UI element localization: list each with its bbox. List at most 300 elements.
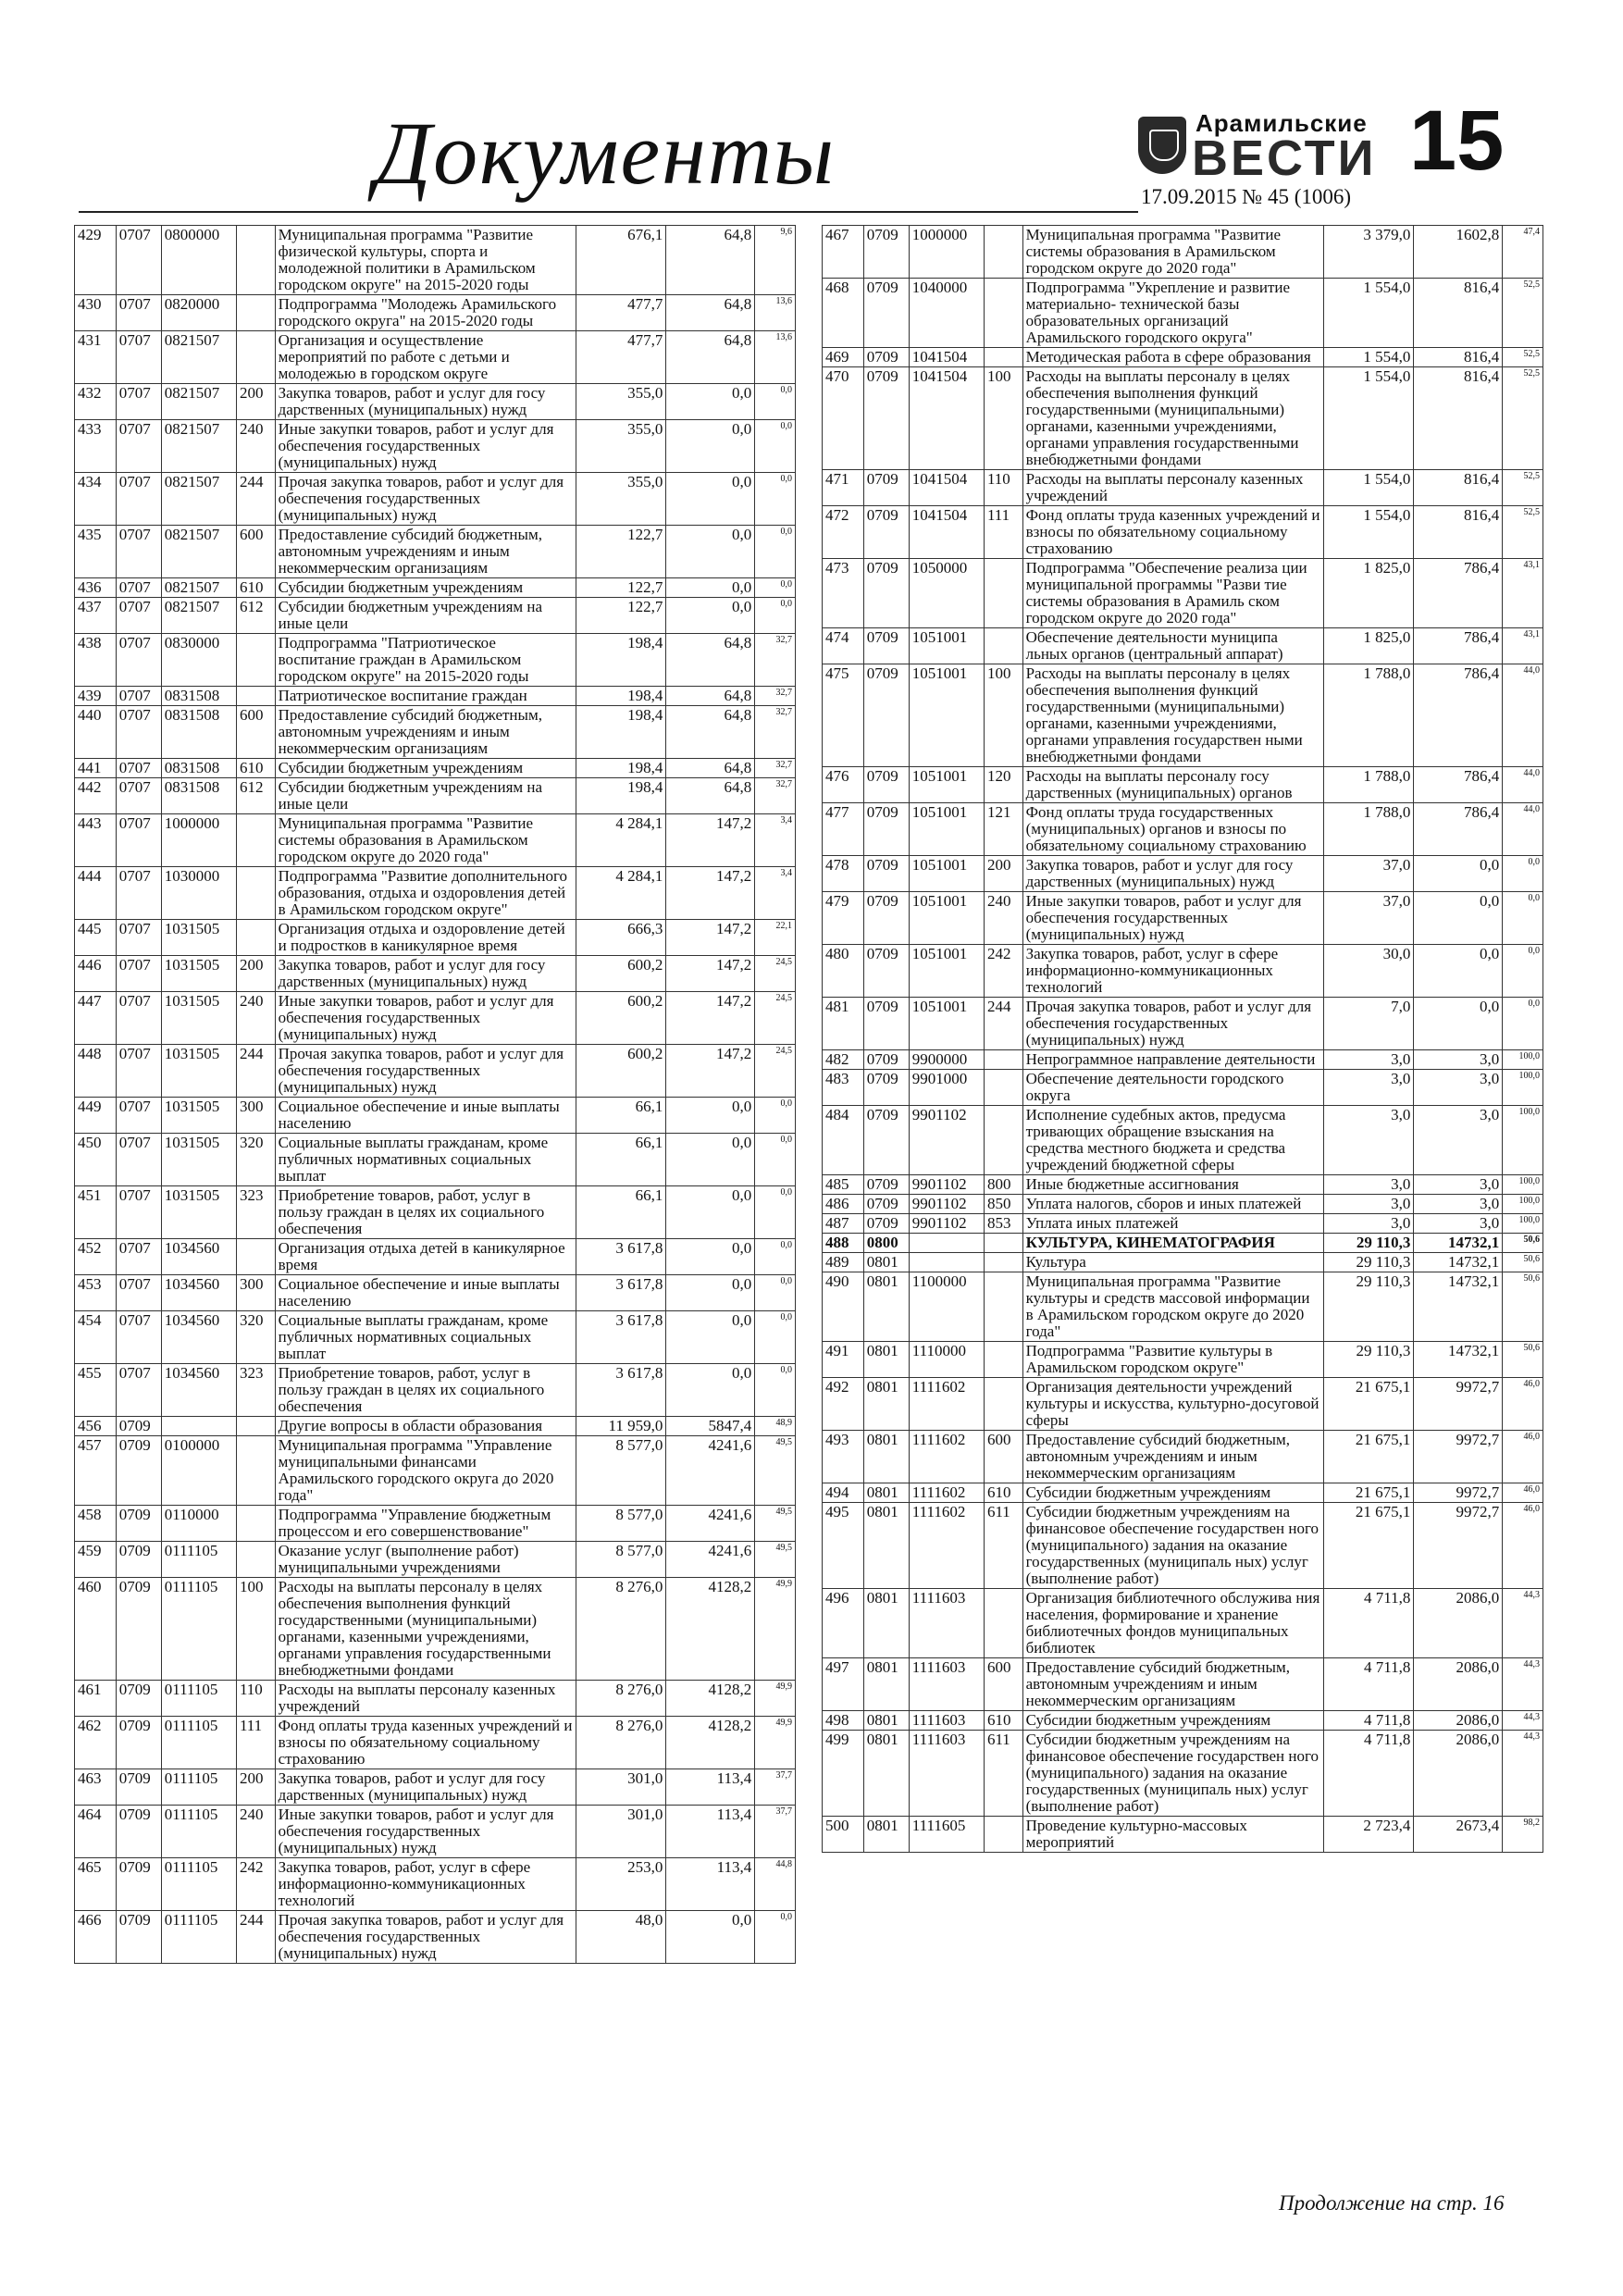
planned-amount: 4 711,8: [1323, 1731, 1414, 1817]
section-code: 0801: [863, 1378, 909, 1431]
item-name: Иные закупки товаров, работ и услуг для обеспечения государственных (муниципальных) нужд: [1022, 892, 1323, 945]
table-row: [75, 526, 796, 578]
expense-type: 111: [984, 506, 1022, 559]
row-number: 500: [823, 1817, 864, 1853]
item-name: Организация деятельности учреждений культуры и искусства, культурно-досуговой сферы: [1022, 1378, 1323, 1431]
target-article: 0820000: [161, 295, 236, 331]
target-article: 1000000: [909, 226, 984, 279]
item-name: Организация отдыха детей в каникулярное время: [275, 1239, 576, 1275]
execution-percent: 0,0: [755, 578, 796, 598]
execution-percent: 13,6: [755, 331, 796, 384]
row-number: 445: [75, 920, 117, 956]
expense-type: [984, 1253, 1022, 1272]
expense-type: 600: [236, 526, 275, 578]
executed-amount: 147,2: [666, 867, 755, 920]
item-name: Муниципальная программа "Управление муниципальными финансами Арамильского городского округа до 2020 года": [275, 1436, 576, 1506]
item-name: КУЛЬТУРА, КИНЕМАТОГРАФИЯ: [1022, 1234, 1323, 1253]
target-article: 9900000: [909, 1050, 984, 1070]
executed-amount: 0,0: [1414, 856, 1503, 892]
item-name: Культура: [1022, 1253, 1323, 1272]
row-number: 482: [823, 1050, 864, 1070]
execution-percent: 0,0: [1503, 892, 1543, 945]
section-code: 0709: [863, 470, 909, 506]
target-article: 1034560: [161, 1364, 236, 1417]
execution-percent: 0,0: [755, 1098, 796, 1134]
table-row: [75, 1911, 796, 1964]
target-article: 1031505: [161, 1045, 236, 1098]
expense-type: [236, 1542, 275, 1578]
row-number: 471: [823, 470, 864, 506]
executed-amount: 64,8: [666, 687, 755, 706]
item-name: Прочая закупка товаров, работ и услуг для обеспечения государственных (муниципальных) нужд: [1022, 998, 1323, 1050]
row-number: 461: [75, 1681, 117, 1717]
section-code: 0801: [863, 1253, 909, 1272]
planned-amount: 3 617,8: [576, 1364, 666, 1417]
row-number: 444: [75, 867, 117, 920]
planned-amount: 29 110,3: [1323, 1342, 1414, 1378]
execution-percent: 46,0: [1503, 1378, 1543, 1431]
execution-percent: 0,0: [755, 1275, 796, 1311]
planned-amount: 477,7: [576, 295, 666, 331]
budget-table-right: [822, 225, 1543, 1853]
planned-amount: 8 577,0: [576, 1506, 666, 1542]
left-table-body: [75, 226, 796, 1964]
expense-type: 240: [236, 420, 275, 473]
table-row: [75, 759, 796, 778]
target-article: 1111602: [909, 1483, 984, 1503]
item-name: Подпрограмма "Развитие дополнительного образования, отдыха и оздоровления детей в Арамильском городском округе": [275, 867, 576, 920]
target-article: 1051001: [909, 628, 984, 664]
expense-type: 323: [236, 1186, 275, 1239]
section-code: 0709: [863, 279, 909, 348]
execution-percent: 32,7: [755, 778, 796, 814]
executed-amount: 0,0: [666, 1364, 755, 1417]
item-name: Прочая закупка товаров, работ и услуг для обеспечения государственных (муниципальных) нужд: [275, 1911, 576, 1964]
item-name: Иные закупки товаров, работ и услуг для обеспечения государственных (муниципальных) нужд: [275, 1806, 576, 1858]
table-row: [75, 1806, 796, 1858]
section-code: 0709: [116, 1911, 161, 1964]
item-name: Обеспечение деятельности городского округа: [1022, 1070, 1323, 1106]
row-number: 449: [75, 1098, 117, 1134]
expense-type: 610: [984, 1483, 1022, 1503]
execution-percent: 100,0: [1503, 1175, 1543, 1195]
section-code: 0707: [116, 920, 161, 956]
table-row: [75, 1417, 796, 1436]
expense-type: 100: [984, 664, 1022, 767]
expense-type: [236, 867, 275, 920]
section-code: 0709: [863, 1050, 909, 1070]
item-name: Фонд оплаты труда казенных учреждений и взносы по обязательному социальному страхованию: [1022, 506, 1323, 559]
row-number: 495: [823, 1503, 864, 1589]
row-number: 439: [75, 687, 117, 706]
execution-percent: 0,0: [755, 1134, 796, 1186]
planned-amount: 8 276,0: [576, 1578, 666, 1681]
execution-percent: 0,0: [755, 526, 796, 578]
section-code: 0709: [116, 1436, 161, 1506]
item-name: Расходы на выплаты персоналу в целях обеспечения выполнения функций государственными (муниципальными) органами, казенными учреждениями, органами управления государственными внебюджетными фондами: [1022, 367, 1323, 470]
executed-amount: 786,4: [1414, 628, 1503, 664]
target-article: 1051001: [909, 945, 984, 998]
row-number: 473: [823, 559, 864, 628]
target-article: 0831508: [161, 687, 236, 706]
section-code: 0707: [116, 473, 161, 526]
table-row: [75, 956, 796, 992]
planned-amount: 676,1: [576, 226, 666, 295]
section-code: 0707: [116, 420, 161, 473]
item-name: Организация отдыха и оздоровление детей и подростков в каникулярное время: [275, 920, 576, 956]
item-name: Прочая закупка товаров, работ и услуг для обеспечения государственных (муниципальных) нужд: [275, 473, 576, 526]
row-number: 488: [823, 1234, 864, 1253]
execution-percent: 0,0: [755, 598, 796, 634]
execution-percent: 0,0: [1503, 998, 1543, 1050]
target-article: 0831508: [161, 778, 236, 814]
row-number: 479: [823, 892, 864, 945]
table-row: [823, 506, 1543, 559]
row-number: 455: [75, 1364, 117, 1417]
table-row: [75, 1717, 796, 1769]
target-article: 0111105: [161, 1806, 236, 1858]
planned-amount: 7,0: [1323, 998, 1414, 1050]
target-article: 1034560: [161, 1275, 236, 1311]
table-row: [75, 634, 796, 687]
table-row: [823, 803, 1543, 856]
expense-type: 320: [236, 1311, 275, 1364]
expense-type: 610: [984, 1711, 1022, 1731]
row-number: 474: [823, 628, 864, 664]
target-article: 1000000: [161, 814, 236, 867]
executed-amount: 0,0: [1414, 945, 1503, 998]
row-number: 451: [75, 1186, 117, 1239]
item-name: Субсидии бюджетным учреждениям: [1022, 1483, 1323, 1503]
planned-amount: 29 110,3: [1323, 1272, 1414, 1342]
section-code: 0801: [863, 1272, 909, 1342]
expense-type: 121: [984, 803, 1022, 856]
target-article: 1111603: [909, 1589, 984, 1658]
row-number: 489: [823, 1253, 864, 1272]
row-number: 448: [75, 1045, 117, 1098]
execution-percent: 52,5: [1503, 367, 1543, 470]
item-name: Закупка товаров, работ, услуг в сфере информационно-коммуникационных технологий: [1022, 945, 1323, 998]
target-article: 1111603: [909, 1658, 984, 1711]
execution-percent: 0,0: [755, 1364, 796, 1417]
target-article: 0831508: [161, 706, 236, 759]
execution-percent: 24,5: [755, 956, 796, 992]
expense-type: 800: [984, 1175, 1022, 1195]
target-article: 1041504: [909, 348, 984, 367]
target-article: 0111105: [161, 1769, 236, 1806]
target-article: 0821507: [161, 526, 236, 578]
executed-amount: 4241,6: [666, 1542, 755, 1578]
section-code: 0707: [116, 526, 161, 578]
item-name: Муниципальная программа "Развитие физической культуры, спорта и молодежной политики в Арамильском городском округе" на 2015-2020 годы: [275, 226, 576, 295]
executed-amount: 14732,1: [1414, 1272, 1503, 1342]
planned-amount: 66,1: [576, 1098, 666, 1134]
row-number: 494: [823, 1483, 864, 1503]
row-number: 452: [75, 1239, 117, 1275]
planned-amount: 8 577,0: [576, 1542, 666, 1578]
planned-amount: 8 276,0: [576, 1681, 666, 1717]
executed-amount: 9972,7: [1414, 1378, 1503, 1431]
expense-type: 120: [984, 767, 1022, 803]
target-article: 1034560: [161, 1239, 236, 1275]
page-number: 15: [1409, 93, 1505, 188]
executed-amount: 2086,0: [1414, 1658, 1503, 1711]
target-article: 1050000: [909, 559, 984, 628]
planned-amount: 198,4: [576, 778, 666, 814]
row-number: 450: [75, 1134, 117, 1186]
planned-amount: 477,7: [576, 331, 666, 384]
table-row: [75, 1506, 796, 1542]
target-article: 0821507: [161, 578, 236, 598]
executed-amount: 4241,6: [666, 1506, 755, 1542]
target-article: 0821507: [161, 384, 236, 420]
planned-amount: 3,0: [1323, 1214, 1414, 1234]
planned-amount: 198,4: [576, 687, 666, 706]
planned-amount: 1 554,0: [1323, 348, 1414, 367]
table-row: [823, 1234, 1543, 1253]
section-code: 0707: [116, 384, 161, 420]
planned-amount: 1 554,0: [1323, 506, 1414, 559]
expense-type: [236, 634, 275, 687]
row-number: 491: [823, 1342, 864, 1378]
execution-percent: 9,6: [755, 226, 796, 295]
execution-percent: 49,9: [755, 1717, 796, 1769]
section-code: 0709: [863, 664, 909, 767]
execution-percent: 98,2: [1503, 1817, 1543, 1853]
executed-amount: 816,4: [1414, 470, 1503, 506]
row-number: 466: [75, 1911, 117, 1964]
planned-amount: 3,0: [1323, 1175, 1414, 1195]
item-name: Иные закупки товаров, работ и услуг для обеспечения государственных (муниципальных) нужд: [275, 420, 576, 473]
execution-percent: 47,4: [1503, 226, 1543, 279]
row-number: 463: [75, 1769, 117, 1806]
expense-type: 612: [236, 598, 275, 634]
table-row: [823, 1711, 1543, 1731]
target-article: 0821507: [161, 598, 236, 634]
row-number: 438: [75, 634, 117, 687]
row-number: 429: [75, 226, 117, 295]
planned-amount: 3 379,0: [1323, 226, 1414, 279]
table-row: [823, 892, 1543, 945]
table-row: [823, 1106, 1543, 1175]
execution-percent: 0,0: [755, 1311, 796, 1364]
section-code: 0707: [116, 687, 161, 706]
execution-percent: 3,4: [755, 814, 796, 867]
target-article: 1031505: [161, 920, 236, 956]
execution-percent: 37,7: [755, 1769, 796, 1806]
executed-amount: 0,0: [666, 526, 755, 578]
target-article: 1111602: [909, 1431, 984, 1483]
expense-type: [984, 1106, 1022, 1175]
row-number: 441: [75, 759, 117, 778]
executed-amount: 816,4: [1414, 348, 1503, 367]
section-code: 0709: [863, 559, 909, 628]
target-article: 0821507: [161, 331, 236, 384]
item-name: Субсидии бюджетным учреждениям на финансовое обеспечение государствен ного (муниципального) задания на оказание государственных (муниципаль ных) услуг (выполнение работ): [1022, 1731, 1323, 1817]
row-number: 430: [75, 295, 117, 331]
executed-amount: 0,0: [666, 598, 755, 634]
execution-percent: 49,5: [755, 1506, 796, 1542]
expense-type: 323: [236, 1364, 275, 1417]
section-code: 0707: [116, 867, 161, 920]
table-row: [823, 1342, 1543, 1378]
section-code: 0707: [116, 1239, 161, 1275]
table-row: [75, 384, 796, 420]
section-code: 0709: [863, 628, 909, 664]
row-number: 496: [823, 1589, 864, 1658]
table-row: [75, 1239, 796, 1275]
execution-percent: 100,0: [1503, 1070, 1543, 1106]
item-name: Непрограммное направление деятельности: [1022, 1050, 1323, 1070]
execution-percent: 46,0: [1503, 1431, 1543, 1483]
row-number: 454: [75, 1311, 117, 1364]
planned-amount: 3,0: [1323, 1050, 1414, 1070]
row-number: 462: [75, 1717, 117, 1769]
table-row: [75, 578, 796, 598]
issue-info: 17.09.2015 № 45 (1006): [1141, 185, 1352, 208]
expense-type: 200: [236, 384, 275, 420]
row-number: 433: [75, 420, 117, 473]
section-code: 0709: [116, 1578, 161, 1681]
section-code: 0801: [863, 1431, 909, 1483]
executed-amount: 2086,0: [1414, 1711, 1503, 1731]
target-article: 1111605: [909, 1817, 984, 1853]
expense-type: 244: [236, 1045, 275, 1098]
planned-amount: 37,0: [1323, 892, 1414, 945]
executed-amount: 64,8: [666, 295, 755, 331]
target-article: 0111105: [161, 1717, 236, 1769]
section-code: 0709: [863, 892, 909, 945]
executed-amount: 64,8: [666, 226, 755, 295]
planned-amount: 1 554,0: [1323, 367, 1414, 470]
executed-amount: 147,2: [666, 920, 755, 956]
planned-amount: 1 788,0: [1323, 664, 1414, 767]
planned-amount: 3,0: [1323, 1195, 1414, 1214]
executed-amount: 9972,7: [1414, 1483, 1503, 1503]
executed-amount: 5847,4: [666, 1417, 755, 1436]
execution-percent: 49,5: [755, 1542, 796, 1578]
section-code: 0709: [863, 945, 909, 998]
expense-type: 244: [984, 998, 1022, 1050]
row-number: 437: [75, 598, 117, 634]
table-row: [75, 778, 796, 814]
item-name: Субсидии бюджетным учреждениям: [275, 578, 576, 598]
table-row: [823, 1658, 1543, 1711]
item-name: Закупка товаров, работ и услуг для госу дарственных (муниципальных) нужд: [1022, 856, 1323, 892]
executed-amount: 9972,7: [1414, 1503, 1503, 1589]
item-name: Проведение культурно-массовых мероприятий: [1022, 1817, 1323, 1853]
row-number: 484: [823, 1106, 864, 1175]
item-name: Расходы на выплаты персоналу казенных учреждений: [1022, 470, 1323, 506]
section-code: 0709: [116, 1806, 161, 1858]
table-row: [823, 279, 1543, 348]
execution-percent: 0,0: [755, 473, 796, 526]
section-code: 0709: [863, 998, 909, 1050]
table-row: [75, 1364, 796, 1417]
target-article: 1051001: [909, 664, 984, 767]
execution-percent: 52,5: [1503, 470, 1543, 506]
item-name: Предоставление субсидий бюджетным, автономным учреждениям и иным некоммерческим организациям: [1022, 1431, 1323, 1483]
execution-percent: 32,7: [755, 687, 796, 706]
executed-amount: 0,0: [666, 420, 755, 473]
execution-percent: 52,5: [1503, 506, 1543, 559]
section-code: 0707: [116, 598, 161, 634]
table-row: [823, 1731, 1543, 1817]
item-name: Расходы на выплаты персоналу в целях обеспечения выполнения функций государственными (муниципальными) органами, казенными учреждениями, органами управления государственными внебюджетными фондами: [275, 1578, 576, 1681]
executed-amount: 816,4: [1414, 506, 1503, 559]
target-article: 1041504: [909, 367, 984, 470]
table-row: [75, 1542, 796, 1578]
item-name: Муниципальная программа "Развитие культуры и средств массовой информации в Арамильском городском округе до 2020 года": [1022, 1272, 1323, 1342]
section-code: 0707: [116, 706, 161, 759]
row-number: 447: [75, 992, 117, 1045]
section-code: 0709: [116, 1681, 161, 1717]
section-code: 0707: [116, 226, 161, 295]
expense-type: [236, 331, 275, 384]
planned-amount: 3 617,8: [576, 1275, 666, 1311]
expense-type: [236, 920, 275, 956]
section-code: 0707: [116, 956, 161, 992]
table-row: [823, 470, 1543, 506]
planned-amount: 48,0: [576, 1911, 666, 1964]
table-row: [75, 1275, 796, 1311]
expense-type: 610: [236, 578, 275, 598]
executed-amount: 14732,1: [1414, 1253, 1503, 1272]
target-article: 1110000: [909, 1342, 984, 1378]
planned-amount: 1 788,0: [1323, 803, 1414, 856]
planned-amount: 4 711,8: [1323, 1589, 1414, 1658]
row-number: 469: [823, 348, 864, 367]
table-row: [823, 1050, 1543, 1070]
section-code: 0709: [863, 1106, 909, 1175]
target-article: 1034560: [161, 1311, 236, 1364]
execution-percent: 100,0: [1503, 1195, 1543, 1214]
planned-amount: 4 284,1: [576, 814, 666, 867]
item-name: Уплата налогов, сборов и иных платежей: [1022, 1195, 1323, 1214]
expense-type: [236, 1436, 275, 1506]
execution-percent: 44,0: [1503, 803, 1543, 856]
planned-amount: 8 276,0: [576, 1717, 666, 1769]
expense-type: 300: [236, 1098, 275, 1134]
section-code: 0709: [863, 226, 909, 279]
execution-percent: 49,5: [755, 1436, 796, 1506]
table-row: [823, 226, 1543, 279]
target-article: [909, 1253, 984, 1272]
section-code: 0709: [863, 1195, 909, 1214]
row-number: 478: [823, 856, 864, 892]
table-row: [823, 1503, 1543, 1589]
target-article: 9901102: [909, 1195, 984, 1214]
execution-percent: 24,5: [755, 992, 796, 1045]
expense-type: [984, 1378, 1022, 1431]
expense-type: 242: [236, 1858, 275, 1911]
planned-amount: 3 617,8: [576, 1311, 666, 1364]
row-number: 457: [75, 1436, 117, 1506]
executed-amount: 786,4: [1414, 767, 1503, 803]
target-article: 1111602: [909, 1503, 984, 1589]
execution-percent: 0,0: [1503, 945, 1543, 998]
left-column: [74, 225, 796, 1964]
section-code: 0709: [863, 367, 909, 470]
expense-type: 600: [236, 706, 275, 759]
section-code: 0801: [863, 1658, 909, 1711]
executed-amount: 0,0: [666, 384, 755, 420]
target-article: 9901000: [909, 1070, 984, 1106]
expense-type: 244: [236, 473, 275, 526]
execution-percent: 50,6: [1503, 1272, 1543, 1342]
expense-type: [984, 1272, 1022, 1342]
item-name: Уплата иных платежей: [1022, 1214, 1323, 1234]
